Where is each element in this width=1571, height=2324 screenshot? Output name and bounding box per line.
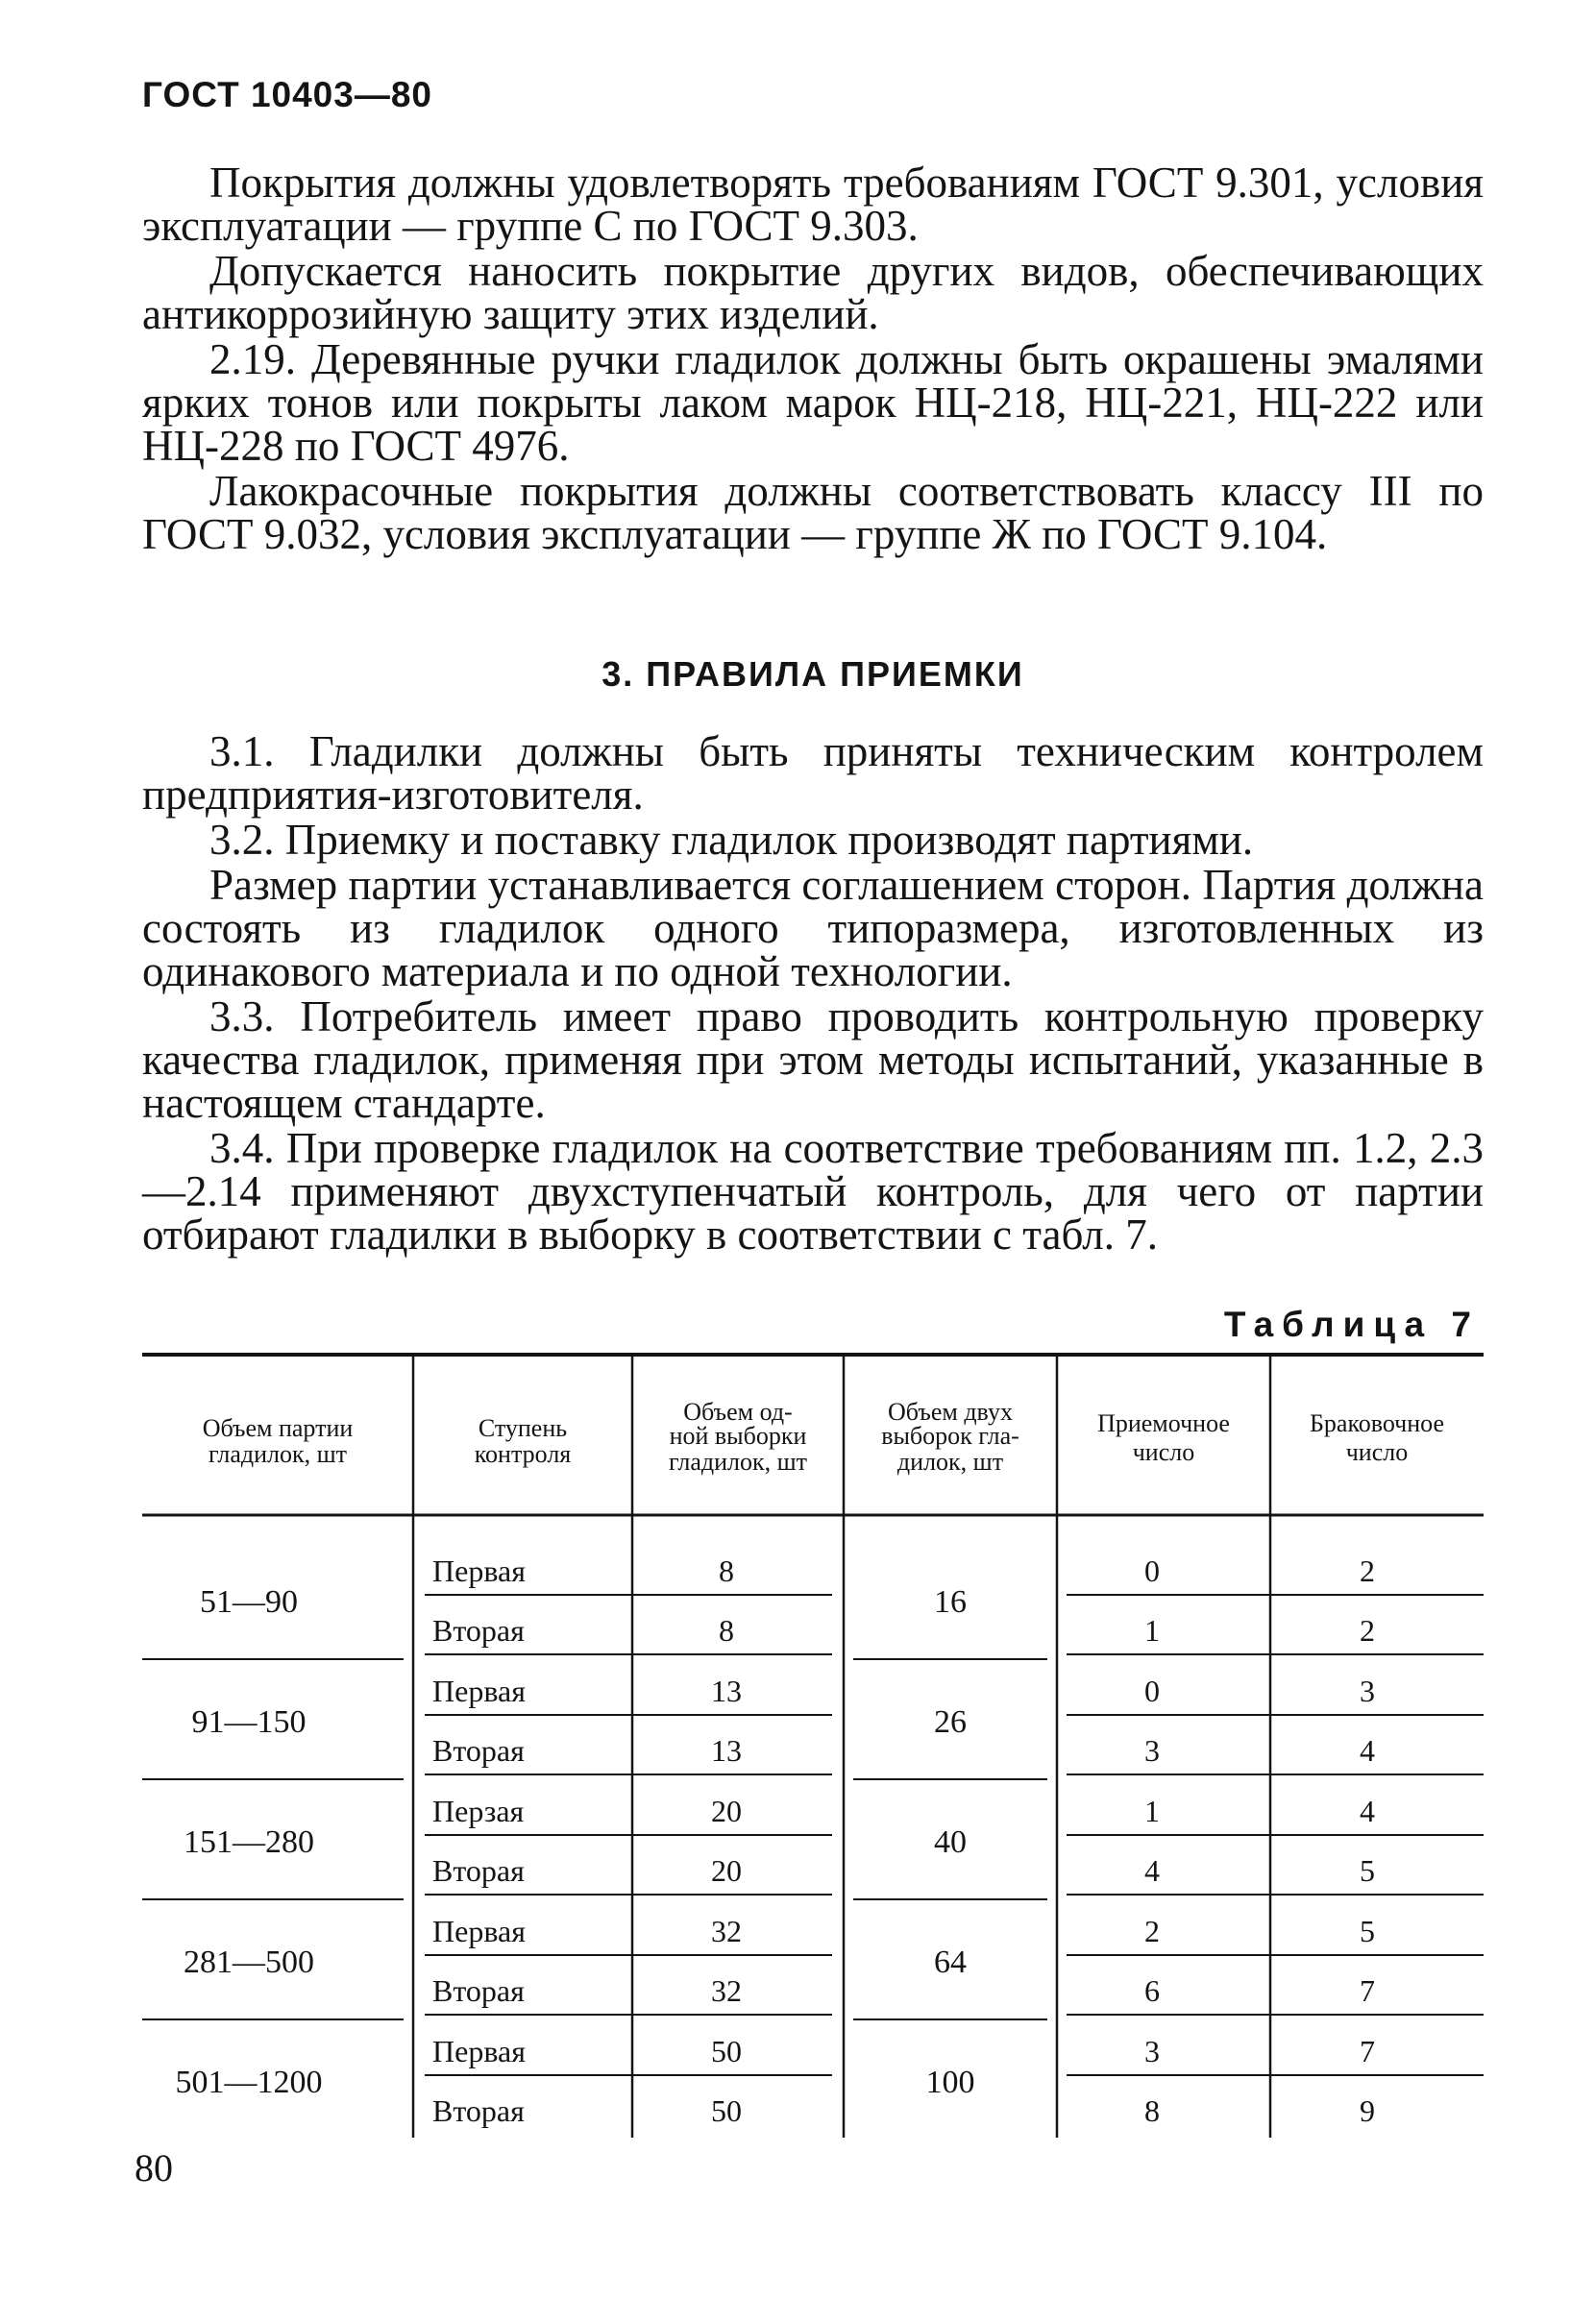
paragraph: 2.19. Деревянные ручки гладилок должны быть окрашены эмалями ярких тонов или покрыты лаком марок НЦ-218, НЦ-221, НЦ-222 или НЦ-228 по ГОСТ 4976.: [142, 335, 1484, 470]
table-caption: Таблица 7: [1223, 1305, 1480, 1344]
table-cell-total: 16: [934, 1584, 967, 1620]
table-cell-accept: 8: [1144, 2093, 1160, 2128]
table-cell-reject: 5: [1360, 1853, 1375, 1888]
table-cell-accept: 2: [1144, 1914, 1160, 1948]
table-header-text: выборок гла-: [881, 1422, 1019, 1450]
table-cell-reject: 4: [1360, 1733, 1375, 1768]
paragraph: 3.1. Гладилки должны быть приняты техническим контролем предприятия-изготовителя.: [142, 727, 1484, 819]
table-cell-stage: Вторая: [432, 1733, 525, 1768]
table-cell-reject: 5: [1360, 1914, 1375, 1948]
table-header-text: число: [1345, 1438, 1409, 1466]
table-cell-sample: 32: [711, 1973, 742, 2008]
table-cell-sample: 20: [711, 1794, 742, 1828]
table-cell-sample: 32: [711, 1914, 742, 1948]
table-cell-accept: 1: [1144, 1794, 1160, 1828]
table-header-text: гладилок, шт: [669, 1448, 807, 1476]
table-cell-reject: 9: [1360, 2093, 1375, 2128]
table-cell-total: 100: [925, 2065, 975, 2100]
table-cell-sample: 20: [711, 1853, 742, 1888]
table-header-text: Приемочное: [1097, 1409, 1230, 1437]
table-cell-accept: 3: [1144, 1733, 1160, 1768]
table-header-text: контроля: [474, 1440, 572, 1468]
table-cell-sample: 50: [711, 2093, 742, 2128]
table-cell-reject: 2: [1360, 1613, 1375, 1648]
table-cell-stage: Первая: [432, 1674, 526, 1708]
table-cell-accept: 4: [1144, 1853, 1160, 1888]
paragraph: 3.2. Приемку и поставку гладилок производят партиями.: [209, 816, 1254, 864]
table-cell-accept: 3: [1144, 2034, 1160, 2068]
table-cell-stage: Вторая: [432, 1853, 525, 1888]
paragraph: 3.4. При проверке гладилок на соответствие требованиям пп. 1.2, 2.3—2.14 применяют двухступенчатый контроль, для чего от партии отбирают гладилки в выборку в соответствии с табл. 7.: [142, 1124, 1484, 1259]
table-cell-stage: Вторая: [432, 2093, 525, 2128]
table-cell-stage: Первая: [432, 1914, 526, 1948]
table-cell-stage: Вторая: [432, 1613, 525, 1648]
table-cell-sample: 8: [719, 1613, 734, 1648]
paragraph: 3.3. Потребитель имеет право проводить контрольную проверку качества гладилок, применяя при этом методы испытаний, указанные в настоящем стандарте.: [142, 992, 1484, 1127]
table-cell-reject: 4: [1360, 1794, 1375, 1828]
paragraph: Размер партии устанавливается соглашением сторон. Партия должна состоять из гладилок одного типоразмера, изготовленных из одинакового материала и по одной технологии.: [142, 861, 1484, 995]
table-cell-stage: Первая: [432, 1553, 526, 1588]
table-header-text: гладилок, шт: [209, 1440, 347, 1468]
table-cell-total: 64: [934, 1945, 967, 1980]
table-header-text: Объем партии: [202, 1414, 354, 1442]
document-header: ГОСТ 10403—80: [142, 75, 432, 114]
table-header-text: Браковочное: [1309, 1409, 1445, 1437]
table-cell-total: 26: [934, 1704, 967, 1740]
table-cell-lot: 91—150: [191, 1704, 307, 1740]
table-header-text: ной выборки: [669, 1422, 807, 1450]
table-cell-lot: 501—1200: [175, 2065, 323, 2100]
table-cell-stage: Первая: [432, 2034, 526, 2068]
paragraph: Покрытия должны удовлетворять требованиям ГОСТ 9.301, условия эксплуатации — группе С по ГОСТ 9.303.: [142, 159, 1484, 250]
table-cell-accept: 6: [1144, 1973, 1160, 2008]
paragraph: Допускается наносить покрытие других видов, обеспечивающих антикоррозийную защиту этих изделий.: [142, 247, 1484, 338]
table-cell-reject: 7: [1360, 1973, 1375, 2008]
table-cell-sample: 13: [711, 1674, 742, 1708]
table-cell-lot: 51—90: [200, 1584, 298, 1620]
table-cell-reject: 2: [1360, 1553, 1375, 1588]
table-cell-reject: 3: [1360, 1674, 1375, 1708]
table-cell-lot: 151—280: [184, 1824, 314, 1860]
table-cell-sample: 8: [719, 1553, 734, 1588]
paragraph: Лакокрасочные покрытия должны соответствовать классу III по ГОСТ 9.032, условия эксплуатации — группе Ж по ГОСТ 9.104.: [142, 467, 1484, 558]
table-header-text: Ступень: [478, 1414, 568, 1442]
table-header-text: Объем двух: [888, 1398, 1013, 1426]
table-cell-total: 40: [934, 1824, 967, 1860]
table-cell-accept: 1: [1144, 1613, 1160, 1648]
table-cell-accept: 0: [1144, 1553, 1160, 1588]
table-cell-stage: Перзая: [432, 1794, 525, 1828]
table-cell-sample: 50: [711, 2034, 742, 2068]
table-header-text: дилок, шт: [896, 1448, 1004, 1476]
table-header-text: Объем од-: [683, 1398, 793, 1426]
table-header-text: число: [1132, 1438, 1195, 1466]
table-cell-stage: Вторая: [432, 1973, 525, 2008]
table-cell-reject: 7: [1360, 2034, 1375, 2068]
table-cell-accept: 0: [1144, 1674, 1160, 1708]
section-title: 3. ПРАВИЛА ПРИЕМКИ: [601, 654, 1024, 694]
table-cell-sample: 13: [711, 1733, 742, 1768]
table-cell-lot: 281—500: [184, 1945, 314, 1980]
page-number: 80: [135, 2146, 173, 2189]
